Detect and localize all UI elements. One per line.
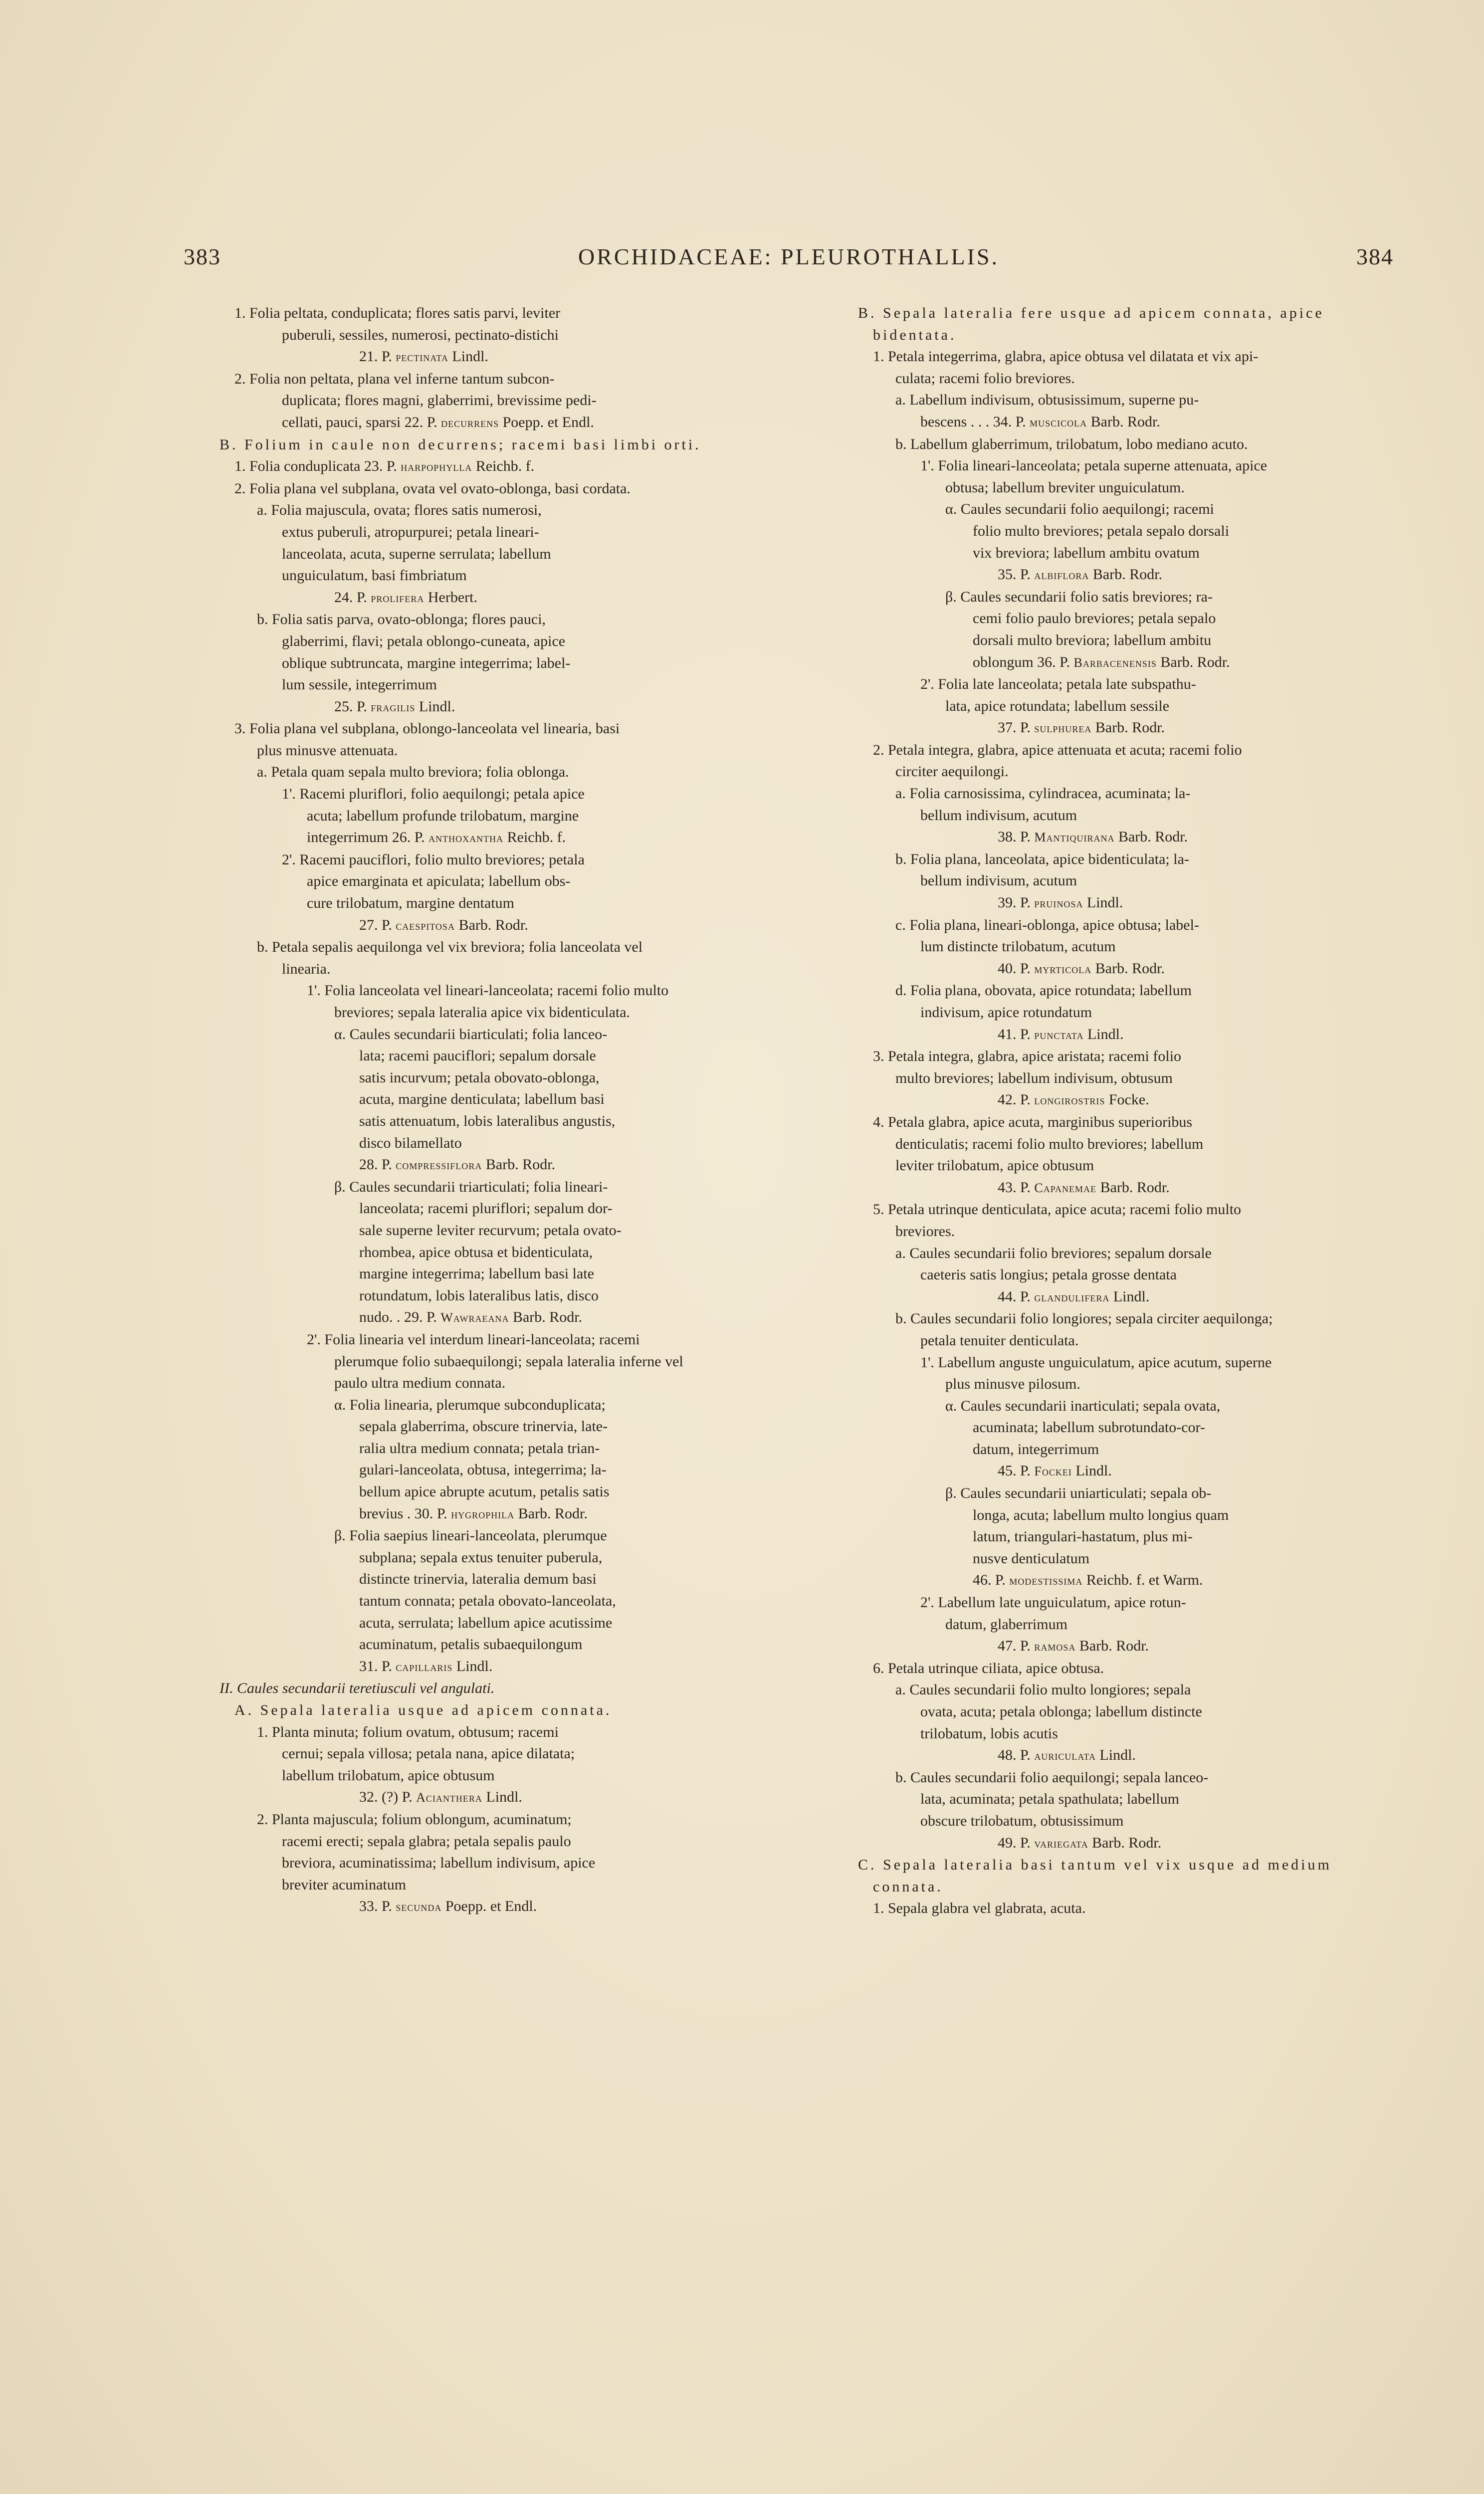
text-line: 35. P. albiflora Barb. Rodr. [998,566,1163,583]
text-line: cellati, pauci, sparsi 22. P. decurrens Poepp. et Endl. [282,414,594,430]
species-name: modestissima [1009,1573,1083,1588]
text-line: B. Sepala lateralia fere usque ad apicem connata, apice [858,305,1324,321]
text-line: acuta; labellum profunde trilobatum, margine [307,807,579,824]
text-line: 33. P. secunda Poepp. et Endl. [359,1898,537,1915]
text-line: trilobatum, lobis acutis [920,1725,1058,1742]
text-line: 1'. Labellum anguste unguiculatum, apice acutum, superne [920,1354,1272,1371]
text-line: 1. Folia peltata, conduplicata; flores satis parvi, leviter [234,305,561,321]
text-line: linearia. [282,960,331,977]
text-line: 2'. Folia linearia vel interdum lineari-lanceolata; racemi [307,1331,640,1348]
text-line: bellum indivisum, acutum [920,872,1077,889]
text-line: 31. P. capillaris Lindl. [359,1658,493,1674]
text-line: β. Caules secundarii uniarticulati; sepala ob- [945,1485,1212,1502]
text-line: plus minusve pilosum. [945,1376,1080,1393]
text-line: α. Caules secundarii biarticulati; folia lanceo- [334,1026,608,1042]
text-line: unguiculatum, basi fimbriatum [282,567,467,584]
text-line: folio multo breviores; petala sepalo dorsali [973,522,1230,539]
page-number-right: 384 [1356,244,1394,269]
species-name: Acianthera [416,1790,482,1805]
text-line: caeteris satis longius; petala grosse dentata [920,1266,1177,1283]
text-line: 1'. Folia lanceolata vel lineari-lanceolata; racemi folio multo [307,982,669,999]
text-line: 47. P. ramosa Barb. Rodr. [998,1638,1149,1655]
species-name: harpophylla [401,459,472,474]
text-line: C. Sepala lateralia basi tantum vel vix usque ad medium [858,1857,1332,1873]
text-line: obscure trilobatum, obtusissimum [920,1812,1124,1829]
page-title: ORCHIDACEAE: PLEUROTHALLIS. [578,244,999,269]
text-line: c. Folia plana, lineari-oblonga, apice obtusa; label- [895,916,1199,933]
text-line: datum, glaberrimum [945,1616,1067,1633]
species-name: Fockei [1034,1464,1072,1479]
text-line: gulari-lanceolata, obtusa, integerrima; la- [359,1461,607,1478]
text-line: plerumque folio subaequilongi; sepala lateralia inferne vel [334,1353,683,1370]
text-line: 37. P. sulphurea Barb. Rodr. [998,719,1165,736]
species-name: glandulifera [1034,1289,1110,1304]
text-line: b. Folia plana, lanceolata, apice bidenticulata; la- [895,850,1189,867]
text-line: brevius . 30. P. hygrophila Barb. Rodr. [359,1505,588,1522]
text-line: a. Caules secundarii folio multo longiores; sepala [895,1681,1191,1698]
species-name: auriculata [1034,1748,1096,1763]
text-line: leviter trilobatum, apice obtusum [895,1157,1094,1174]
text-line: integerrimum 26. P. anthoxantha Reichb. f. [307,829,566,846]
text-line: duplicata; flores magni, glaberrimi, brevissime pedi- [282,392,597,409]
text-line: vix breviora; labellum ambitu ovatum [973,544,1200,561]
text-line: 6. Petala utrinque ciliata, apice obtusa. [873,1660,1104,1676]
text-line: 38. P. Mantiquirana Barb. Rodr. [998,829,1188,845]
text-line: longa, acuta; labellum multo longius quam [973,1506,1229,1523]
text-line: margine integerrima; labellum basi late [359,1265,594,1282]
text-line: oblique subtruncata, margine integerrima; label- [282,654,571,671]
text-line: satis attenuatum, lobis lateralibus angustis, [359,1112,616,1129]
text-line: ralia ultra medium connata; petala trian- [359,1440,600,1456]
text-line: acuta, serrulata; labellum apice acutissime [359,1614,613,1631]
text-line: α. Caules secundarii inarticulati; sepala ovata, [945,1397,1221,1414]
text-line: 42. P. longirostris Focke. [998,1091,1149,1108]
text-line: disco bilamellato [359,1134,462,1151]
text-line: breviores; sepala lateralia apice vix bidenticulata. [334,1004,631,1021]
text-line: acuminatum, petalis subaequilongum [359,1636,583,1653]
text-line: 46. P. modestissima Reichb. f. et Warm. [973,1572,1203,1589]
text-line: 21. P. pectinata Lindl. [359,348,488,365]
text-line: b. Caules secundarii folio aequilongi; sepala lanceo- [895,1769,1209,1786]
text-line: dorsali multo breviora; labellum ambitu [973,631,1212,648]
text-line: oblongum 36. P. Barbacenensis Barb. Rodr. [973,653,1230,670]
left-column [219,302,783,1918]
text-line: b. Petala sepalis aequilonga vel vix breviora; folia lanceolata vel [257,939,643,956]
text-line: cure trilobatum, margine dentatum [307,895,514,912]
text-line: 48. P. auriculata Lindl. [998,1747,1136,1764]
text-line: 4. Petala glabra, apice acuta, marginibus superioribus [873,1113,1193,1130]
text-line: b. Labellum glaberrimum, trilobatum, lobo mediano acuto. [895,435,1248,452]
text-line: a. Petala quam sepala multo breviora; folia oblonga. [257,764,569,781]
text-line: acuminata; labellum subrotundato-cor- [973,1419,1205,1436]
text-line: rotundatum, lobis lateralibus latis, disco [359,1287,599,1304]
text-line: nusve denticulatum [973,1550,1090,1567]
species-name: Wawraeana [440,1310,509,1325]
text-line: 44. P. glandulifera Lindl. [998,1288,1150,1305]
species-name: punctata [1034,1027,1084,1042]
text-line: circiter aequilongi. [895,763,1009,780]
text-line: 43. P. Capanemae Barb. Rodr. [998,1179,1170,1196]
text-line: labellum trilobatum, apice obtusum [282,1767,495,1784]
text-line: 1. Sepala glabra vel glabrata, acuta. [873,1900,1086,1917]
text-line: 3. Folia plana vel subplana, oblongo-lanceolata vel linearia, basi [234,720,620,737]
species-name: hygrophila [451,1506,515,1521]
text-line: 5. Petala utrinque denticulata, apice acuta; racemi folio multo [873,1201,1242,1218]
text-line: a. Caules secundarii folio breviores; sepalum dorsale [895,1245,1212,1261]
species-name: sulphurea [1034,721,1092,736]
species-name: myrticola [1034,961,1092,976]
text-line: denticulatis; racemi folio multo breviores; labellum [895,1135,1204,1152]
text-line: 25. P. fragilis Lindl. [334,698,455,715]
text-line: 39. P. pruinosa Lindl. [998,894,1123,911]
text-line: obtusa; labellum breviter unguiculatum. [945,479,1185,496]
species-name: anthoxantha [428,831,504,845]
page-number-left: 383 [184,244,221,269]
text-line: lum sessile, integerrimum [282,676,437,693]
text-line: 32. (?) P. Acianthera Lindl. [359,1789,522,1806]
text-line: B. Folium in caule non decurrens; racemi basi limbi orti. [219,436,701,453]
text-line: 45. P. Fockei Lindl. [998,1462,1112,1479]
species-name: variegata [1034,1836,1088,1851]
text-line: culata; racemi folio breviores. [895,370,1075,387]
text-line: 1. Planta minuta; folium ovatum, obtusum; racemi [257,1723,559,1740]
text-line: nudo. . 29. P. Wawraeana Barb. Rodr. [359,1309,583,1326]
text-line: 2. Folia non peltata, plana vel inferne tantum subcon- [234,370,555,387]
text-line: sale superne leviter recurvum; petala ovato- [359,1222,622,1239]
species-name: prolifera [371,590,424,605]
text-line: plus minusve attenuata. [257,742,398,759]
text-line: distincte trinervia, lateralia demum basi [359,1571,597,1588]
text-line: lata; racemi pauciflori; sepalum dorsale [359,1047,596,1064]
text-line: 3. Petala integra, glabra, apice aristata; racemi folio [873,1048,1182,1065]
page-header [184,243,1394,278]
text-line: sepala glaberrima, obscure trinervia, late- [359,1418,608,1435]
text-line: apice emarginata et apiculata; labellum obs- [307,873,571,890]
text-line: lanceolata, acuta, superne serrulata; labellum [282,545,551,562]
text-line: racemi erecti; sepala glabra; petala sepalis paulo [282,1833,571,1850]
species-name: compressiflora [396,1158,482,1173]
text-line: glaberrimi, flavi; petala oblongo-cuneata, apice [282,632,566,649]
text-line: b. Folia satis parva, ovato-oblonga; flores pauci, [257,611,546,628]
text-line: cernui; sepala villosa; petala nana, apice dilatata; [282,1745,575,1762]
species-name: albiflora [1034,568,1089,583]
text-line: extus puberuli, atropurpurei; petala lineari- [282,523,539,540]
text-line: bellum indivisum, acutum [920,807,1077,824]
species-name: secunda [396,1899,442,1914]
text-line: paulo ultra medium connata. [334,1375,506,1392]
text-line: 24. P. prolifera Herbert. [334,589,477,606]
text-line: lata, apice rotundata; labellum sessile [945,697,1170,714]
text-line: breviora, acuminatissima; labellum indivisum, apice [282,1855,596,1871]
text-line: acuta, margine denticulata; labellum basi [359,1091,605,1108]
text-line: indivisum, apice rotundatum [920,1004,1092,1021]
species-name: Mantiquirana [1034,830,1115,845]
text-line: tantum connata; petala obovato-lanceolata, [359,1593,616,1610]
text-line: petala tenuiter denticulata. [920,1332,1079,1349]
species-name: fragilis [371,699,416,714]
text-line: β. Caules secundarii triarticulati; folia lineari- [334,1178,608,1195]
text-line: breviores. [895,1223,955,1240]
text-line: rhombea, apice obtusa et bidenticulata, [359,1244,593,1260]
text-line: bescens . . . 34. P. muscicola Barb. Rodr. [920,413,1160,430]
text-line: 40. P. myrticola Barb. Rodr. [998,960,1165,977]
text-line: lata, acuminata; petala spathulata; labellum [920,1791,1179,1808]
species-name: muscicola [1030,415,1087,429]
text-line: 2. Planta majuscula; folium oblongum, acuminatum; [257,1811,572,1828]
text-line: 1. Folia conduplicata 23. P. harpophylla Reichb. f. [234,458,535,475]
species-name: capillaris [396,1659,453,1674]
text-line: ovata, acuta; petala oblonga; labellum distincte [920,1703,1202,1720]
text-line: 1. Petala integerrima, glabra, apice obtusa vel dilatata et vix api- [873,348,1259,365]
text-line: lum distincte trilobatum, acutum [920,938,1116,955]
text-line: breviter acuminatum [282,1876,407,1893]
text-line: 1'. Folia lineari-lanceolata; petala superne attenuata, apice [920,457,1268,474]
text-line: a. Folia carnosissima, cylindracea, acuminata; la- [895,785,1191,802]
text-line: subplana; sepala extus tenuiter puberula, [359,1549,603,1566]
species-name: pectinata [396,350,448,365]
text-line: A. Sepala lateralia usque ad apicem connata. [234,1702,612,1718]
text-line: 28. P. compressiflora Barb. Rodr. [359,1156,556,1173]
text-line: 2. Folia plana vel subplana, ovata vel ovato-oblonga, basi cordata. [234,480,631,497]
text-line: latum, triangulari-hastatum, plus mi- [973,1528,1193,1545]
text-line: connata. [873,1878,943,1895]
text-line: 41. P. punctata Lindl. [998,1026,1124,1042]
species-name: Capanemae [1034,1180,1097,1195]
species-name: ramosa [1034,1639,1076,1654]
text-line: 2. Petala integra, glabra, apice attenuata et acuta; racemi folio [873,741,1242,758]
text-line: α. Folia linearia, plerumque subconduplicata; [334,1396,606,1413]
text-line: d. Folia plana, obovata, apice rotundata; labellum [895,982,1192,999]
species-name: pruinosa [1034,896,1083,911]
text-line: a. Labellum indivisum, obtusissimum, superne pu- [895,392,1199,409]
species-name: longirostris [1034,1093,1105,1108]
text-line: b. Caules secundarii folio longiores; sepala circiter aequilonga; [895,1310,1273,1327]
text-line: multo breviores; labellum indivisum, obtusum [895,1069,1173,1086]
species-name: Barbacenensis [1073,655,1157,670]
right-column [858,302,1412,1919]
text-line: 27. P. caespitosa Barb. Rodr. [359,916,528,933]
text-line: 49. P. variegata Barb. Rodr. [998,1834,1162,1851]
text-line: β. Folia saepius lineari-lanceolata, plerumque [334,1527,607,1544]
text-line: 2'. Labellum late unguiculatum, apice rotun- [920,1594,1186,1611]
species-name: decurrens [441,415,499,430]
text-line: 2'. Racemi pauciflori, folio multo breviores; petala [282,851,585,868]
text-line: datum, integerrimum [973,1441,1099,1457]
text-line: 1'. Racemi pluriflori, folio aequilongi; petala apice [282,786,585,803]
text-line: II. Caules secundarii teretiusculi vel angulati. [219,1680,495,1697]
text-line: satis incurvum; petala obovato-oblonga, [359,1069,600,1086]
text-line: 2'. Folia late lanceolata; petala late subspathu- [920,676,1196,693]
text-line: puberuli, sessiles, numerosi, pectinato-distichi [282,326,559,343]
text-line: cemi folio paulo breviores; petala sepalo [973,610,1216,627]
species-name: caespitosa [396,918,455,933]
text-line: bellum apice abrupte acutum, petalis satis [359,1483,610,1500]
text-line: α. Caules secundarii folio aequilongi; racemi [945,501,1214,518]
text-line: lanceolata; racemi pluriflori; sepalum dor- [359,1200,613,1217]
text-line: bidentata. [873,326,957,343]
text-line: β. Caules secundarii folio satis breviores; ra- [945,588,1213,605]
text-line: a. Folia majuscula, ovata; flores satis numerosi, [257,502,542,519]
